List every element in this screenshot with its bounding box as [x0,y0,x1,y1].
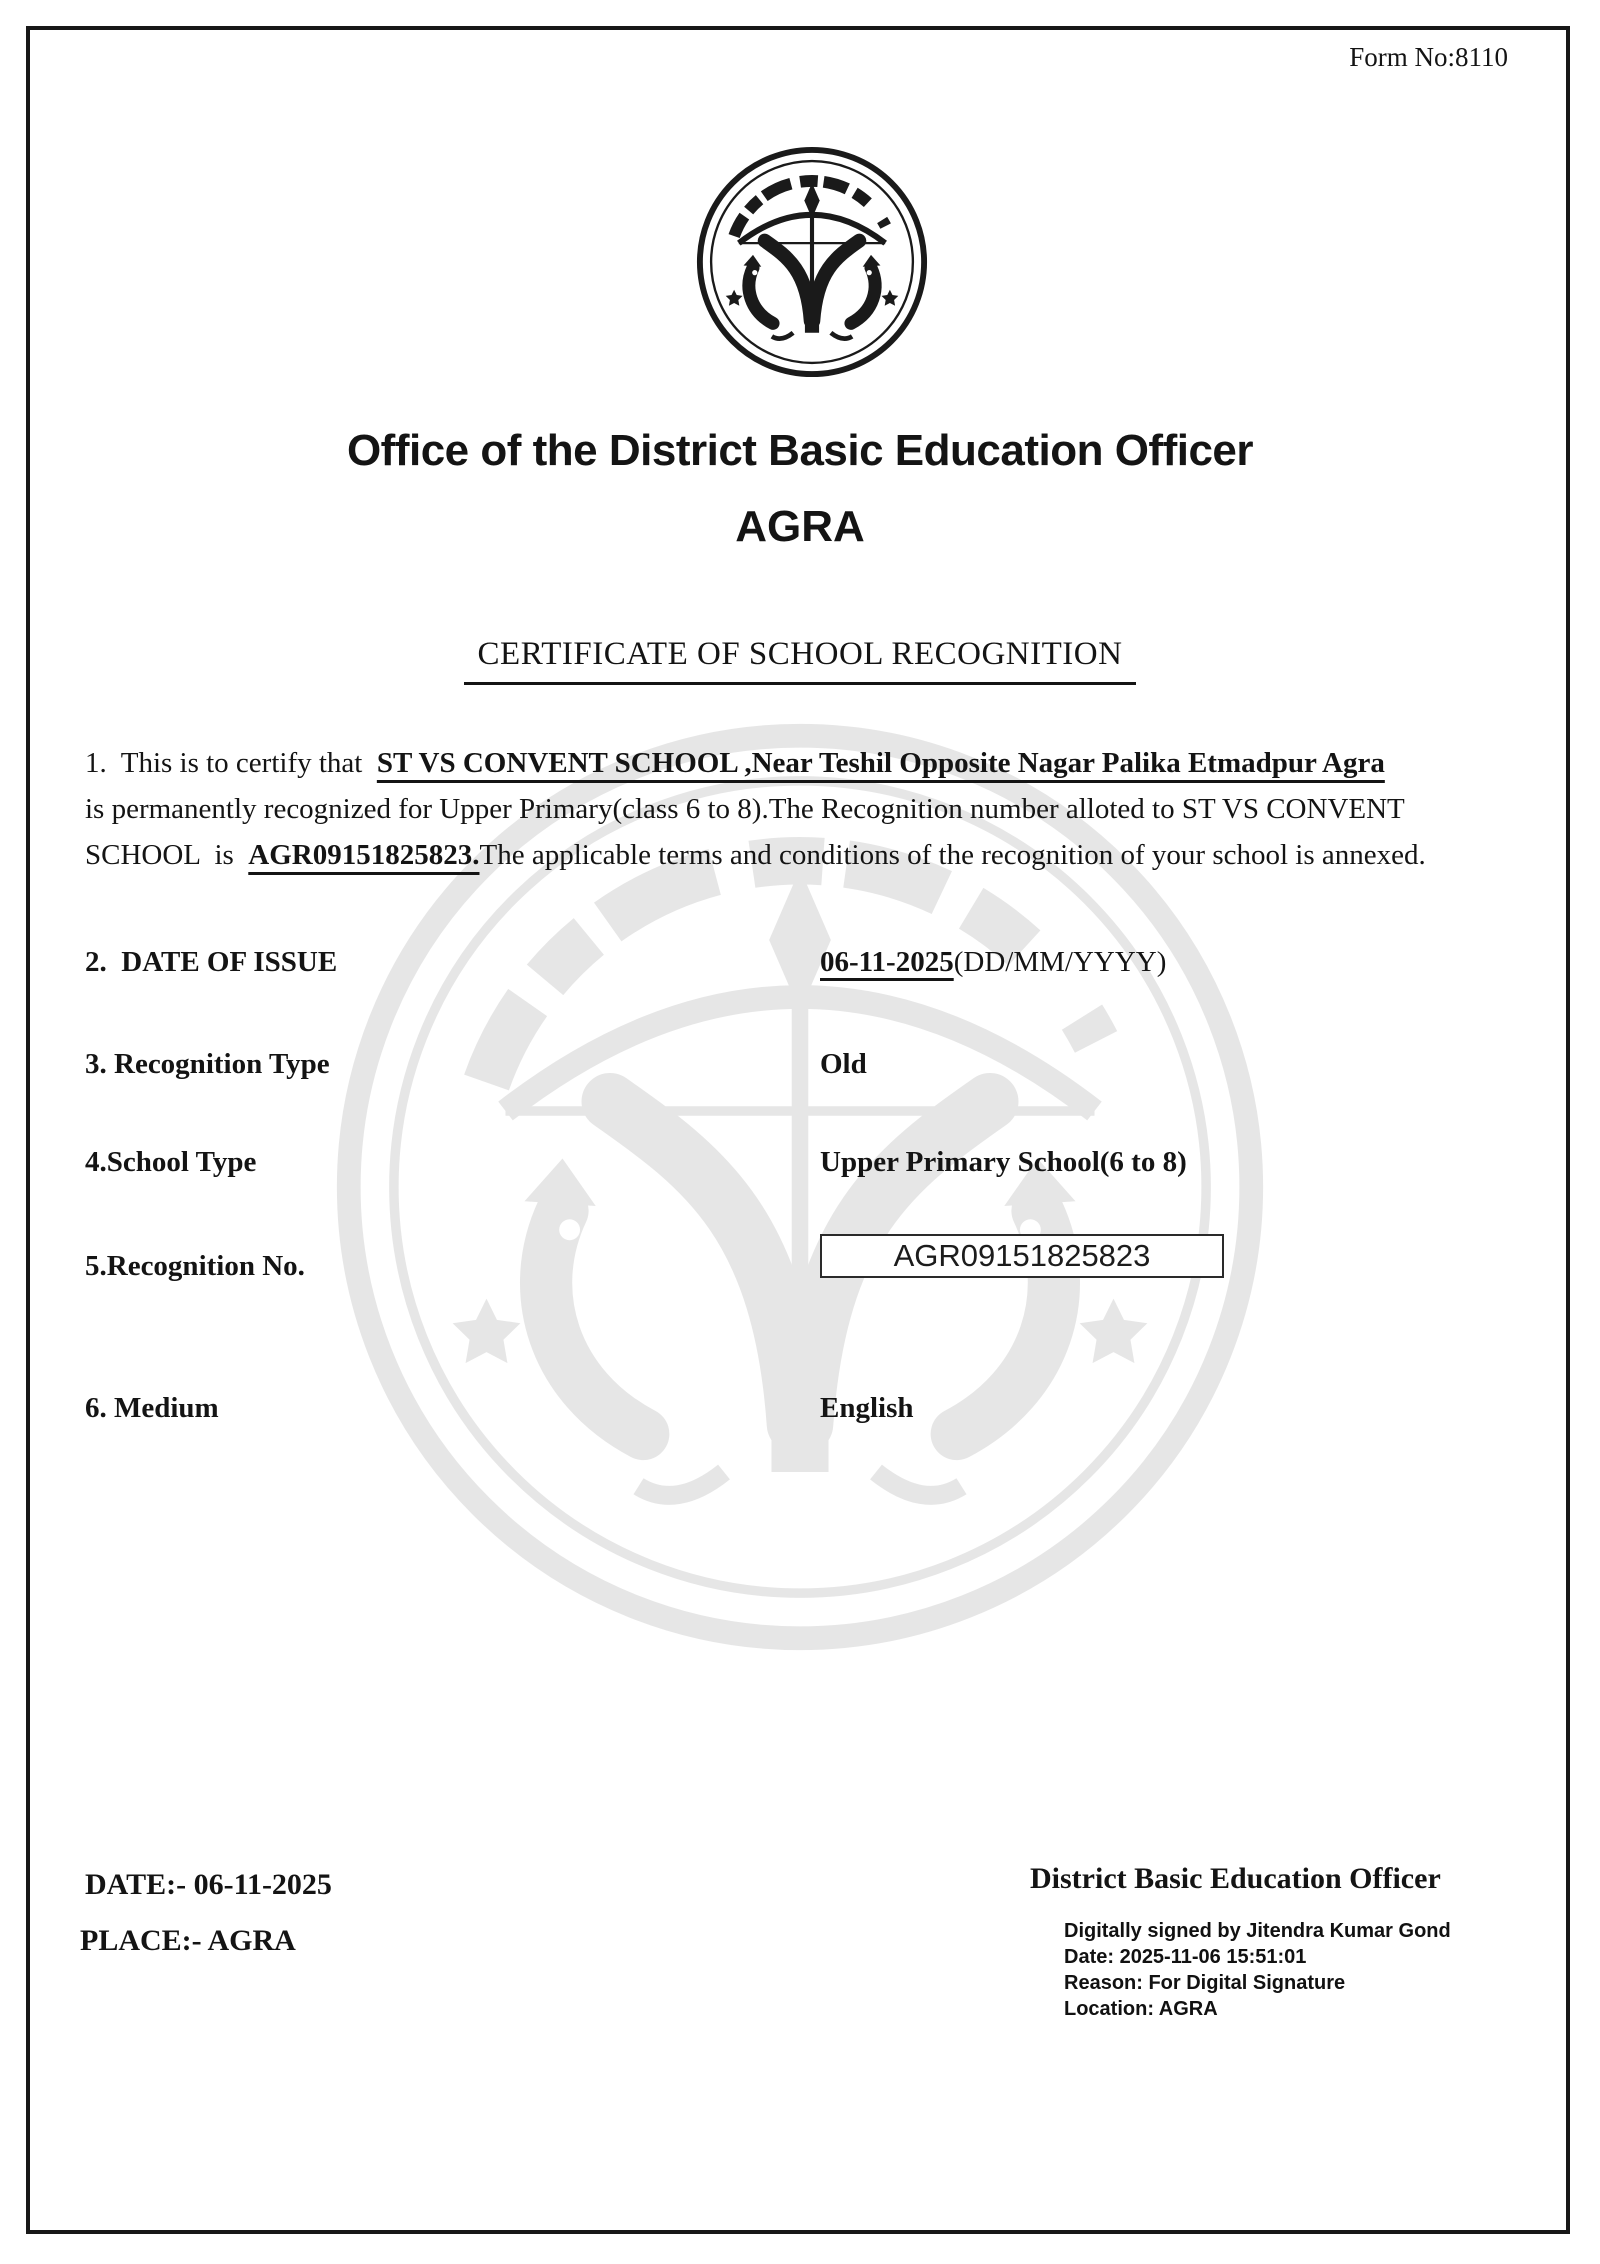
school-type-value: Upper Primary School(6 to 8) [820,1146,1187,1178]
form-number: Form No:8110 [1349,42,1508,72]
medium-label: 6. Medium [85,1392,219,1424]
date-of-issue-value [820,946,1166,979]
school-name: ST VS CONVENT SCHOOL ,Near Teshil Opposite Nagar Palika Etmadpur Agra [376,747,1385,779]
issue-date: 06-11-2025 [820,946,954,978]
certificate-title: CERTIFICATE OF SCHOOL RECOGNITION [464,636,1137,685]
signature-signed-by: Digitally signed by Jitendra Kumar Gond [1064,1920,1451,1942]
recognition-no-box [820,1234,1224,1278]
date-format-hint: (DD/MM/YYYY) [953,946,1167,978]
date-of-issue-label: 2. DATE OF ISSUE [85,946,338,978]
certify-prefix: 1. This is to certify that [85,747,377,779]
footer-place: PLACE:- AGRA [80,1924,296,1957]
recognition-type-value: Old [820,1048,867,1080]
certify-middle: is permanently recognized for Upper Primary(class 6 to 8).The Recognition number alloted to ST VS CONVENT SCHOOL is [85,793,1412,871]
officer-signature-title: District Basic Education Officer [1030,1862,1441,1895]
office-city: AGRA [735,502,865,551]
recognition-number-inline: AGR09151825823. [248,839,480,871]
recognition-no-label: 5.Recognition No. [85,1250,305,1282]
office-heading: Office of the District Basic Education Officer [346,426,1254,475]
signature-reason: Reason: For Digital Signature [1064,1972,1346,1994]
school-type-label: 4.School Type [85,1146,257,1178]
digital-signature-block [1064,1918,1451,2022]
recognition-no-value: AGR09151825823 [893,1238,1151,1273]
certify-paragraph [85,740,1519,878]
signature-location: Location: AGRA [1064,1998,1218,2020]
medium-value: English [820,1392,914,1424]
recognition-type-label: 3. Recognition Type [85,1048,330,1080]
up-government-emblem-icon [694,144,930,380]
certificate-title-wrap [0,636,1600,685]
certify-suffix: The applicable terms and conditions of the recognition of your school is annexed. [479,839,1426,871]
signature-date: Date: 2025-11-06 15:51:01 [1064,1946,1307,1968]
footer-date: DATE:- 06-11-2025 [85,1868,332,1901]
